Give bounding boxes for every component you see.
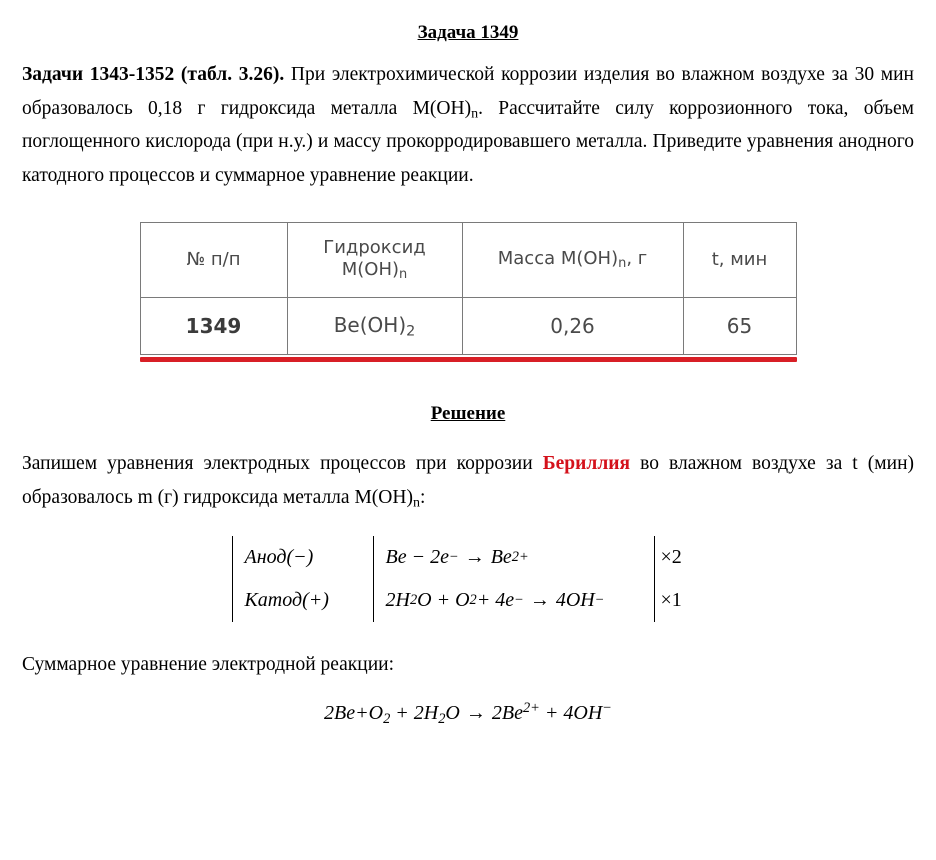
- cathode-eq-right: 4OH: [555, 589, 595, 612]
- summary-eq-right-sup: 2+: [522, 699, 540, 716]
- header-cell-hydroxide: [287, 223, 462, 298]
- cathode-label: Катод(+): [244, 589, 329, 612]
- problem-text-1: При электрохимической коррозии изделия во влажном воздухе за 30 мин образовалось 0,18 г гидроксида металла М(ОН): [22, 64, 914, 119]
- data-table-wrapper: [22, 222, 914, 355]
- table-row: [140, 298, 796, 355]
- anode-factor-cell: [654, 536, 705, 579]
- cell-hydroxide-value: Be(OH): [333, 312, 407, 337]
- cell-mass: [462, 298, 683, 355]
- anode-eq-left: Be − 2e: [385, 546, 449, 569]
- cathode-eq-left-sub2: 2: [469, 592, 477, 609]
- cathode-eq-left-2: O + O: [417, 589, 470, 612]
- cathode-eq-left-sub: 2: [409, 592, 418, 609]
- cell-number-value: 1349: [185, 314, 242, 339]
- anode-equation-cell: [373, 536, 654, 579]
- anode-eq-left-sup: −: [448, 549, 459, 566]
- cell-mass-value: 0,26: [550, 314, 595, 339]
- cathode-eq-left: 2H: [385, 589, 410, 612]
- header-mass-sub: n: [618, 256, 627, 272]
- header-hydroxide-line2: М(ОН): [341, 259, 400, 281]
- anode-eq-right-sup: 2+: [511, 549, 529, 566]
- problem-lead: Задачи 1343-1352 (табл. 3.26).: [22, 64, 285, 85]
- red-underline: [140, 357, 797, 362]
- header-cell-number: [140, 223, 287, 298]
- cathode-label-cell: [232, 579, 373, 622]
- header-time-label: t, мин: [711, 249, 768, 271]
- problem-statement: [22, 58, 914, 192]
- summary-eq-right-2: + 4OH: [539, 702, 603, 725]
- table-head: [140, 223, 796, 298]
- summary-eq-left: 2Be+O: [324, 702, 384, 725]
- header-mass-line2: , г: [626, 248, 648, 270]
- summary-equation: [22, 700, 914, 728]
- solution-heading: Решение: [430, 403, 506, 425]
- anode-factor: ×2: [660, 546, 682, 569]
- summary-eq-left-3: O: [445, 702, 460, 725]
- solution-intro-text-3: :: [419, 486, 426, 508]
- cathode-equation-cell: [373, 579, 654, 622]
- electrode-equations-block: [22, 536, 914, 622]
- header-cell-time: [683, 223, 796, 298]
- solution-intro-sub: n: [412, 494, 420, 511]
- summary-eq-arrow: →: [465, 702, 486, 725]
- cathode-arrow: →: [529, 589, 550, 612]
- page-title: Задача 1349: [417, 22, 519, 43]
- problem-data-table: [140, 222, 797, 355]
- problem-subscript-n: n: [471, 105, 479, 122]
- table-header-row: [140, 223, 796, 298]
- summary-label: Суммарное уравнение электродной реакции:: [22, 654, 395, 676]
- summary-eq-right: 2Be: [491, 702, 523, 725]
- cathode-factor-cell: [654, 579, 705, 622]
- metal-name-highlight: Бериллия: [542, 453, 631, 475]
- cell-hydroxide: [287, 298, 462, 355]
- electrode-equations-grid: [232, 536, 705, 622]
- table-holder: [140, 222, 797, 355]
- header-hydroxide-line1: Гидроксид: [323, 237, 426, 259]
- problem-text-2: . Рассчитайте силу коррозионного тока, объем поглощенного кислорода (при н.у.) и массу прокорродировавшего металла. Приведите уравнения анодного катодного процессов и суммарное уравнение реакции.: [22, 97, 914, 186]
- solution-intro-text-2: во влажном воздухе за t (мин) образовалось m (г) гидроксида металла М(ОН): [22, 453, 914, 508]
- header-hydroxide-sub: n: [399, 267, 408, 283]
- cathode-eq-left-sup: −: [514, 592, 524, 609]
- cathode-factor: ×1: [660, 589, 682, 612]
- header-number-label: № п/п: [186, 249, 241, 271]
- cathode-eq-left-3: + 4e: [476, 589, 515, 612]
- solution-intro: [22, 447, 914, 514]
- cell-hydroxide-sub: 2: [406, 323, 416, 340]
- cell-number: [140, 298, 287, 355]
- anode-label-cell: [232, 536, 373, 579]
- summary-eq-left-sub2: 2: [438, 710, 446, 727]
- summary-eq-right-sup2: −: [602, 699, 612, 716]
- summary-eq-left-sub: 2: [383, 710, 391, 727]
- table-body: [140, 298, 796, 355]
- anode-label: Анод(−): [244, 546, 314, 569]
- cathode-eq-right-sup: −: [594, 592, 605, 609]
- anode-arrow: →: [464, 546, 485, 569]
- summary-eq-left-2: + 2H: [390, 702, 439, 725]
- cell-time-value: 65: [726, 314, 753, 339]
- header-cell-mass: [462, 223, 683, 298]
- anode-eq-right: Be: [490, 546, 512, 569]
- cell-time: [683, 298, 796, 355]
- solution-intro-text-1: Запишем уравнения электродных процессов при коррозии: [22, 453, 543, 475]
- header-mass-line1: Масса М(ОН): [497, 248, 619, 270]
